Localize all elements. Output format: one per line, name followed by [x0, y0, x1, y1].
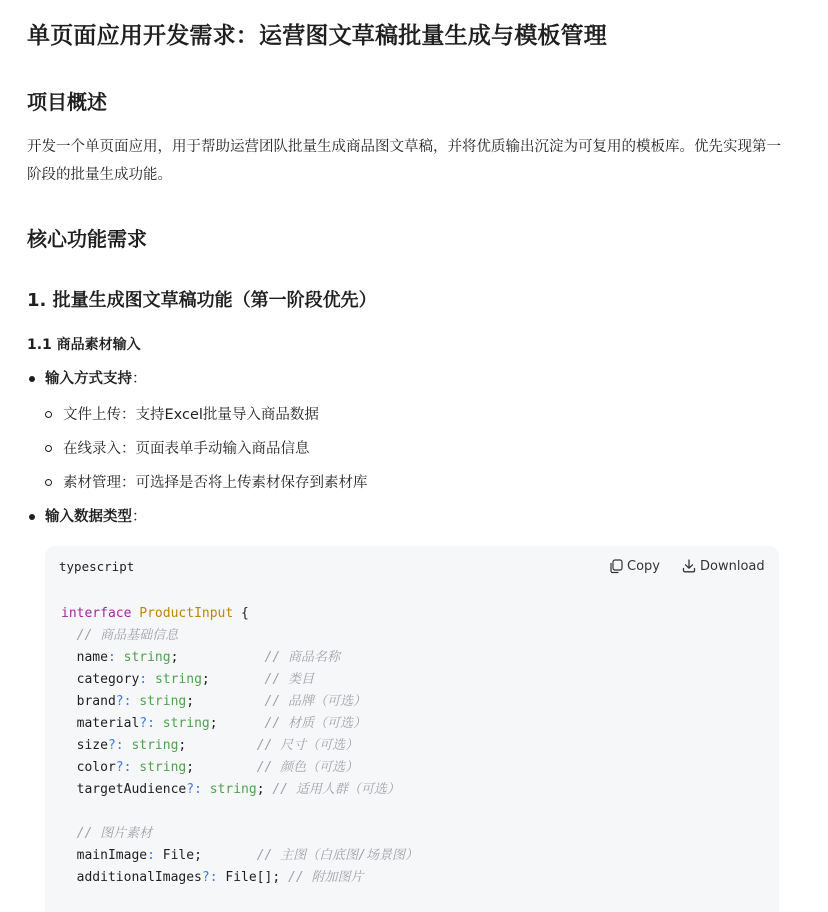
code-field-line: size?: string; // 尺寸（可选） [76, 738, 359, 753]
code-field-line: brand?: string; // 品牌（可选） [76, 694, 367, 709]
copy-icon [608, 558, 624, 574]
code-interface-name: ProductInput [139, 606, 234, 621]
code-field-line: material?: string; // 材质（可选） [76, 716, 367, 731]
bullet-circle-icon [45, 479, 52, 486]
download-label: Download [700, 558, 765, 574]
subsection-1-1-heading: 1.1 商品素材输入 [27, 337, 141, 353]
code-field-line: color?: string; // 颜色（可选） [76, 760, 359, 775]
code-keyword: interface [61, 606, 132, 621]
list-item-input-methods [45, 369, 147, 389]
list-item: 文件上传：支持Excel批量导入商品数据 [63, 407, 319, 423]
list-item-colon: ： [132, 371, 147, 387]
bullet-disc-icon [29, 514, 35, 520]
code-content [61, 603, 418, 889]
code-field-line: additionalImages?: File[]; // 附加图片 [76, 870, 364, 885]
download-button[interactable] [681, 558, 765, 574]
code-field-line: mainImage: File; // 主图（白底图/场景图） [76, 848, 419, 863]
list-item-data-types [45, 507, 147, 527]
code-language-label: typescript [59, 559, 135, 574]
copy-button[interactable] [608, 558, 660, 574]
code-block [45, 546, 779, 912]
copy-label: Copy [627, 558, 660, 574]
code-brace: { [241, 606, 249, 621]
download-icon [681, 558, 697, 574]
overview-paragraph: 开发一个单页面应用，用于帮助运营团队批量生成商品图文草稿，并将优质输出沉淀为可复用的模板库。优先实现第一阶段的批量生成功能。 [27, 139, 781, 183]
bullet-circle-icon [45, 445, 52, 452]
bullet-circle-icon [45, 411, 52, 418]
core-heading: 核心功能需求 [27, 227, 147, 251]
list-item: 素材管理：可选择是否将上传素材保存到素材库 [63, 475, 368, 491]
code-comment: // 图片素材 [76, 826, 153, 841]
list-item: 在线录入：页面表单手动输入商品信息 [63, 441, 310, 457]
bullet-disc-icon [29, 376, 35, 382]
page-title: 单页面应用开发需求：运营图文草稿批量生成与模板管理 [27, 23, 607, 49]
list-item-label: 输入数据类型 [45, 509, 132, 525]
code-comment: // 商品基础信息 [76, 628, 179, 643]
overview-heading: 项目概述 [27, 90, 107, 114]
code-field-line: category: string; // 类目 [76, 672, 315, 687]
section-1-heading: 1. 批量生成图文草稿功能（第一阶段优先） [27, 290, 377, 311]
list-item-label: 输入方式支持 [45, 371, 132, 387]
list-item-colon: ： [132, 509, 147, 525]
code-field-line: name: string; // 商品名称 [76, 650, 340, 665]
code-field-line: targetAudience?: string; // 适用人群（可选） [76, 782, 400, 797]
